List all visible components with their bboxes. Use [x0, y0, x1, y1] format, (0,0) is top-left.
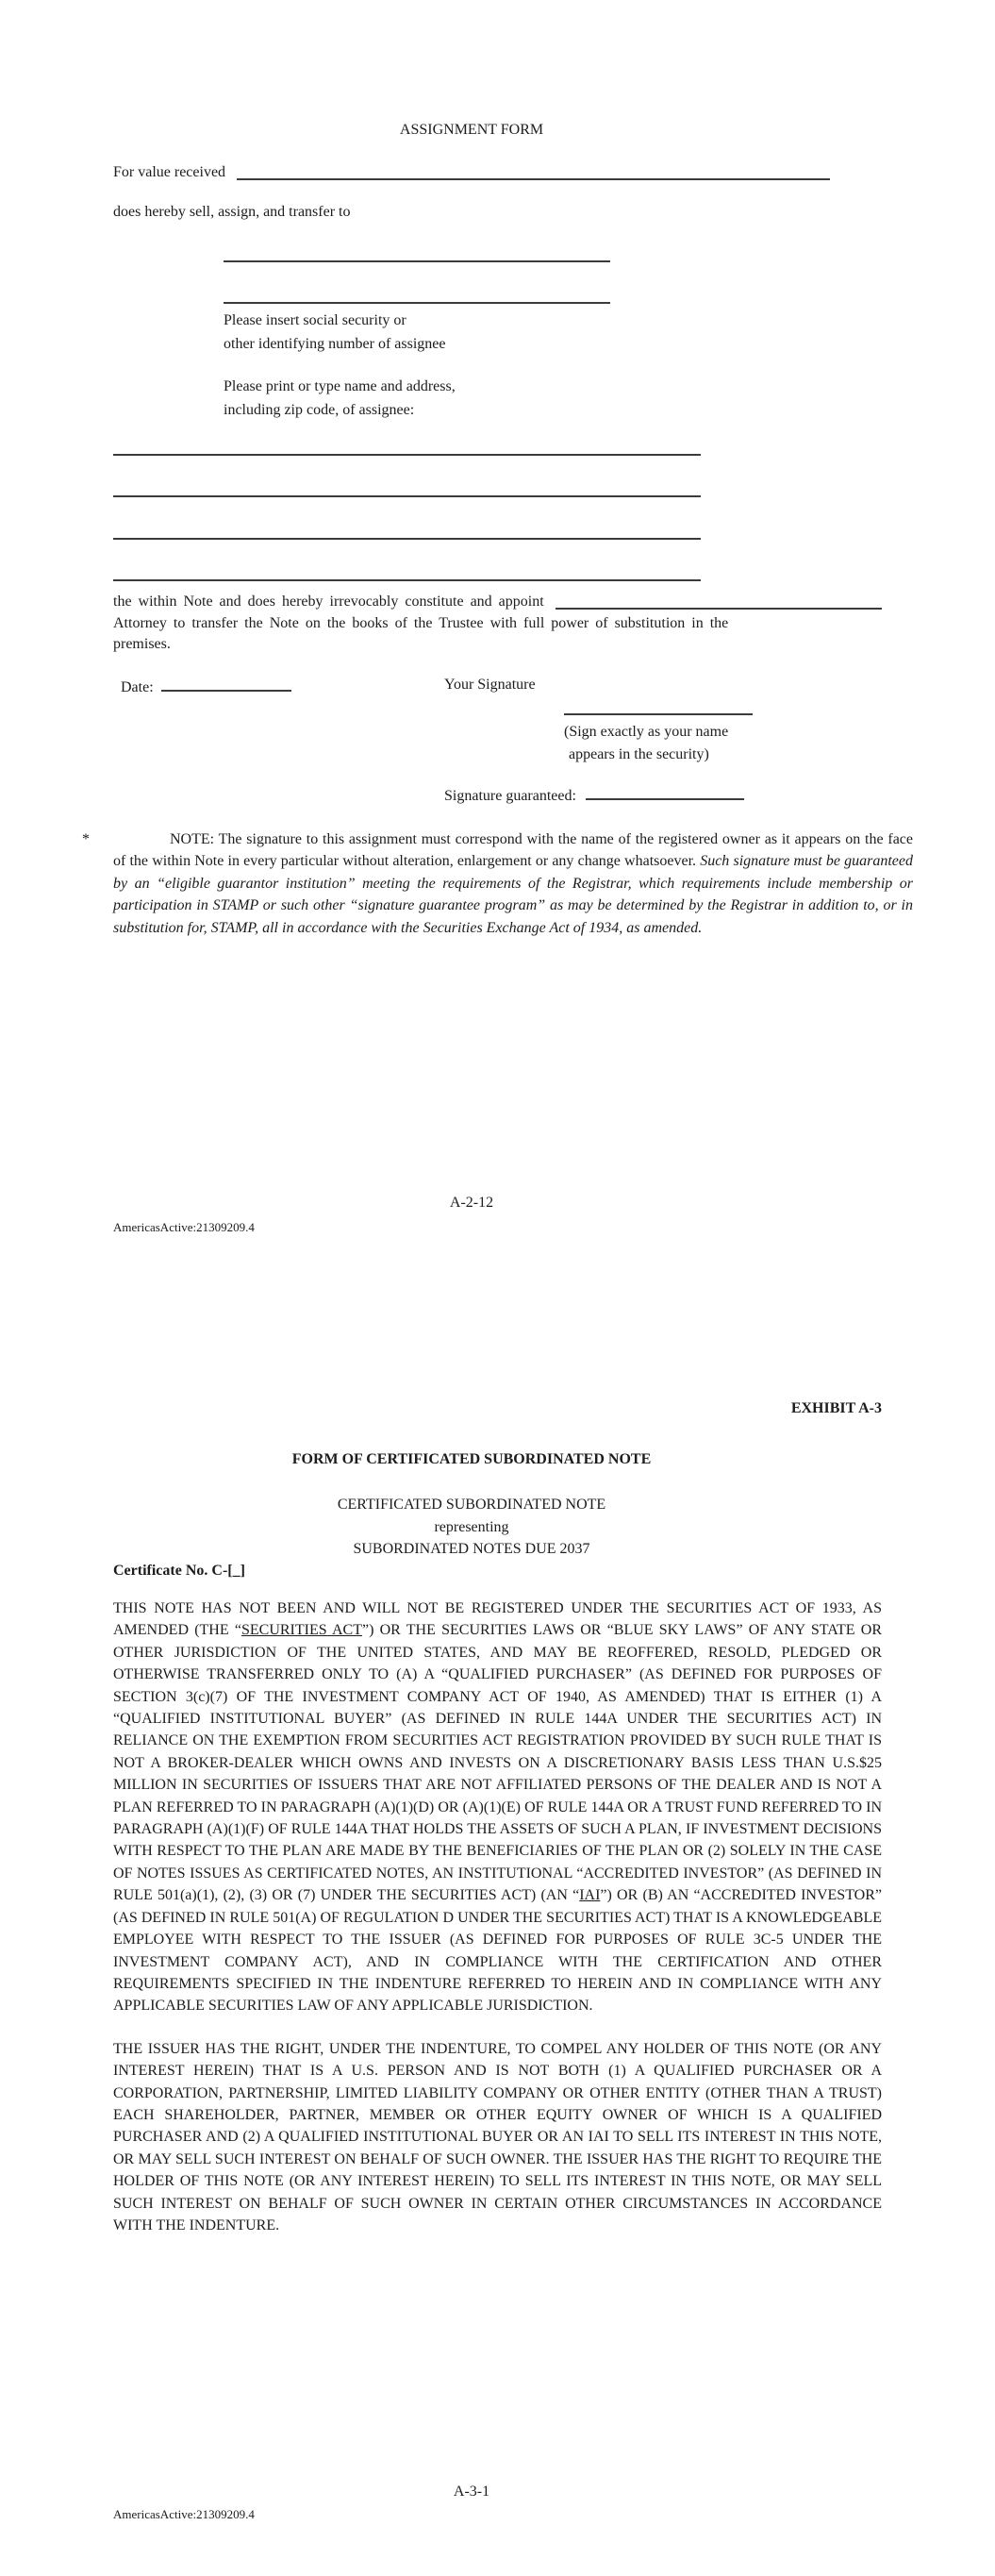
text-segment: ”) OR (B) AN “ACCREDITED INVESTOR” (AS DEFINED IN RULE 501(A) OF REGULATION D UNDER THE SECURITIES ACT) THAT IS A KNOWLEDGEABLE EMPLOYEE WITH RESPECT TO THE ISSUER (AS DEFINED FOR PURPOSES OF RULE 3C-5 UNDER THE INVESTMENT COMPANY ACT), AND IN COMPLIANCE WITH THE CERTIFICATION AND OTHER REQUIREMENTS SPECIFIED IN THE INDENTURE REFERRED TO HEREIN AND IN COMPLIANCE WITH ANY APPLICABLE SECURITIES LAW OF ANY APPLICABLE JURISDICTION.: [113, 1887, 882, 2015]
legend-paragraph-2: THE ISSUER HAS THE RIGHT, UNDER THE INDENTURE, TO COMPEL ANY HOLDER OF THIS NOTE (OR ANY INTEREST HEREIN) THAT IS A U.S. PERSON AND IS NOT BOTH (1) A QUALIFIED PURCHASER OR A CORPORATION, PARTNERSHIP, LIMITED LIABILITY COMPANY OR OTHER ENTITY (OTHER THAN A TRUST) EACH SHAREHOLDER, PARTNER, MEMBER OR OTHER EQUITY OWNER OF WHICH IS A QUALIFIED PURCHASER AND (2) A QUALIFIED INSTITUTIONAL BUYER OR AN IAI TO SELL ITS INTEREST IN THIS NOTE, OR MAY SELL SUCH INTEREST ON BEHALF OF SUCH OWNER. THE ISSUER HAS THE RIGHT TO REQUIRE THE HOLDER OF THIS NOTE (OR ANY INTEREST HEREIN) TO SELL ITS INTEREST IN THIS NOTE, OR MAY SELL SUCH INTEREST ON BEHALF OF SUCH OWNER IN CERTAIN OTHER CIRCUMSTANCES IN ACCORDANCE WITH THE INDENTURE.: [113, 2040, 882, 2233]
note-title-line3: SUBORDINATED NOTES DUE 2037: [353, 1541, 590, 1557]
page-number: A-2-12: [449, 1195, 494, 1211]
signature-guaranteed-blank: [586, 785, 744, 800]
transfer-clause: does hereby sell, assign, and transfer to: [113, 204, 351, 220]
footnote-asterisk: *: [82, 831, 90, 847]
exhibit-label: EXHIBIT A-3: [790, 1400, 882, 1416]
certificate-number-label: Certificate No. C-[_]: [113, 1563, 245, 1579]
value-received-blank: [237, 165, 830, 180]
legend-paragraph-1: [113, 1597, 882, 2017]
your-signature-label: Your Signature: [444, 677, 536, 693]
note-title-line1: CERTIFICATED SUBORDINATED NOTE: [337, 1497, 606, 1513]
assignee-name-blank-1: [224, 260, 610, 262]
signature-footnote: [82, 828, 913, 939]
note-title-line2: representing: [434, 1518, 509, 1535]
sign-exactly-note-line2: appears in the security): [569, 746, 709, 762]
appoint-clause: the within Note and does hereby irrevocably constitute and appoint: [113, 594, 544, 610]
note-title-block: [113, 1494, 830, 1561]
text-segment: IAI: [579, 1887, 601, 1904]
doc-ref: AmericasActive:21309209.4: [113, 2507, 255, 2521]
assignee-id-note-line1: Please insert social security or: [224, 312, 406, 328]
legend-block: [113, 1597, 882, 2257]
value-received-row: [113, 163, 830, 182]
signature-blank: [564, 713, 753, 715]
assignee-name-note-line2: including zip code, of assignee:: [224, 402, 415, 418]
signature-guaranteed-row: [444, 785, 744, 806]
signature-guaranteed-label: Signature guaranteed:: [444, 788, 576, 804]
form-heading: FORM OF CERTIFICATED SUBORDINATED NOTE: [291, 1451, 652, 1467]
date-label: Date:: [121, 679, 154, 695]
address-blank-2: [113, 495, 701, 497]
sign-exactly-note-line1: (Sign exactly as your name: [564, 724, 729, 740]
attorney-name-blank: [556, 594, 882, 610]
date-row: [121, 677, 291, 697]
page-exhibit-a3: [0, 1288, 995, 2576]
appoint-row: [113, 593, 882, 611]
address-blank-4: [113, 579, 701, 581]
text-segment: ”) OR THE SECURITIES LAWS OR “BLUE SKY LAWS” OF ANY STATE OR OTHER JURISDICTION OF THE UNITED STATES, AND MAY BE REOFFERED, RESOLD, PLEDGED OR OTHERWISE TRANSFERRED ONLY TO (A) A “QUALIFIED PURCHASER” (AS DEFINED FOR PURPOSES OF SECTION 3(c)(7) OF THE INVESTMENT COMPANY ACT OF 1940, AS AMENDED) THAT IS EITHER (1) A “QUALIFIED INSTITUTIONAL BUYER” (AS DEFINED IN RULE 144A UNDER THE SECURITIES ACT) IN RELIANCE ON THE EXEMPTION FROM SECURITIES ACT REGISTRATION PROVIDED BY SUCH RULE THAT IS NOT A BROKER-DEALER WHICH OWNS AND INVESTS ON A DISCRETIONARY BASIS LESS THAN U.S.$25 MILLION IN SECURITIES OF ISSUERS THAT ARE NOT AFFILIATED PERSONS OF THE DEALER AND IS NOT A PLAN REFERRED TO IN PARAGRAPH (A)(1)(D) OR (A)(1)(E) OF RULE 144A OR A TRUST FUND REFERRED TO IN PARAGRAPH (A)(1)(F) OF RULE 144A THAT HOLDS THE ASSETS OF SUCH A PLAN, IF INVESTMENT DECISIONS WITH RESPECT TO THE PLAN ARE MADE BY THE BENEFICIARIES OF THE PLAN OR (2) SOLELY IN THE CASE OF NOTES ISSUES AS CERTIFICATED NOTES, AN INSTITUTIONAL “ACCREDITED INVESTOR” (AS DEFINED IN RULE 501(a)(1), (2), (3) OR (7) UNDER THE SECURITIES ACT) (AN “: [113, 1622, 883, 1904]
page-number: A-3-1: [453, 2484, 490, 2500]
address-blank-3: [113, 538, 701, 540]
text-segment: THIS NOTE HAS NOT BEEN AND WILL NOT BE REGISTERED UNDER THE SECURITIES ACT OF 1933, AS AMENDED (THE “: [113, 1600, 882, 1639]
assignee-name-blank-2: [224, 302, 610, 304]
value-received-label: For value received: [113, 164, 226, 180]
assignee-name-note-line1: Please print or type name and address,: [224, 378, 456, 394]
attorney-clause: Attorney to transfer the Note on the books of the Trustee with full power of substitution in the: [113, 615, 729, 631]
date-blank: [161, 677, 291, 692]
text-segment: Such signature must be guaranteed by an “eligible guarantor institution” meeting the requirements of the Registrar, which requirements include membership or participation in STAMP or such other “signature guarantee program” as may be determined by the Registrar in addition to, or in substitution for, STAMP, all in accordance with the Securities Exchange Act of 1934, as amended.: [113, 853, 914, 936]
assignment-form-title: ASSIGNMENT FORM: [399, 122, 544, 138]
assignee-id-note-line2: other identifying number of assignee: [224, 336, 446, 352]
text-segment: NOTE: The signature to this assignment must correspond with the name of the registered owner as it appears on the face of the within Note in every particular without alteration, enlargement or any change whatsoever.: [113, 831, 913, 870]
premises-clause: premises.: [113, 636, 171, 652]
text-segment: SECURITIES ACT: [240, 1622, 362, 1639]
doc-ref: AmericasActive:21309209.4: [113, 1220, 255, 1234]
address-blank-1: [113, 454, 701, 456]
